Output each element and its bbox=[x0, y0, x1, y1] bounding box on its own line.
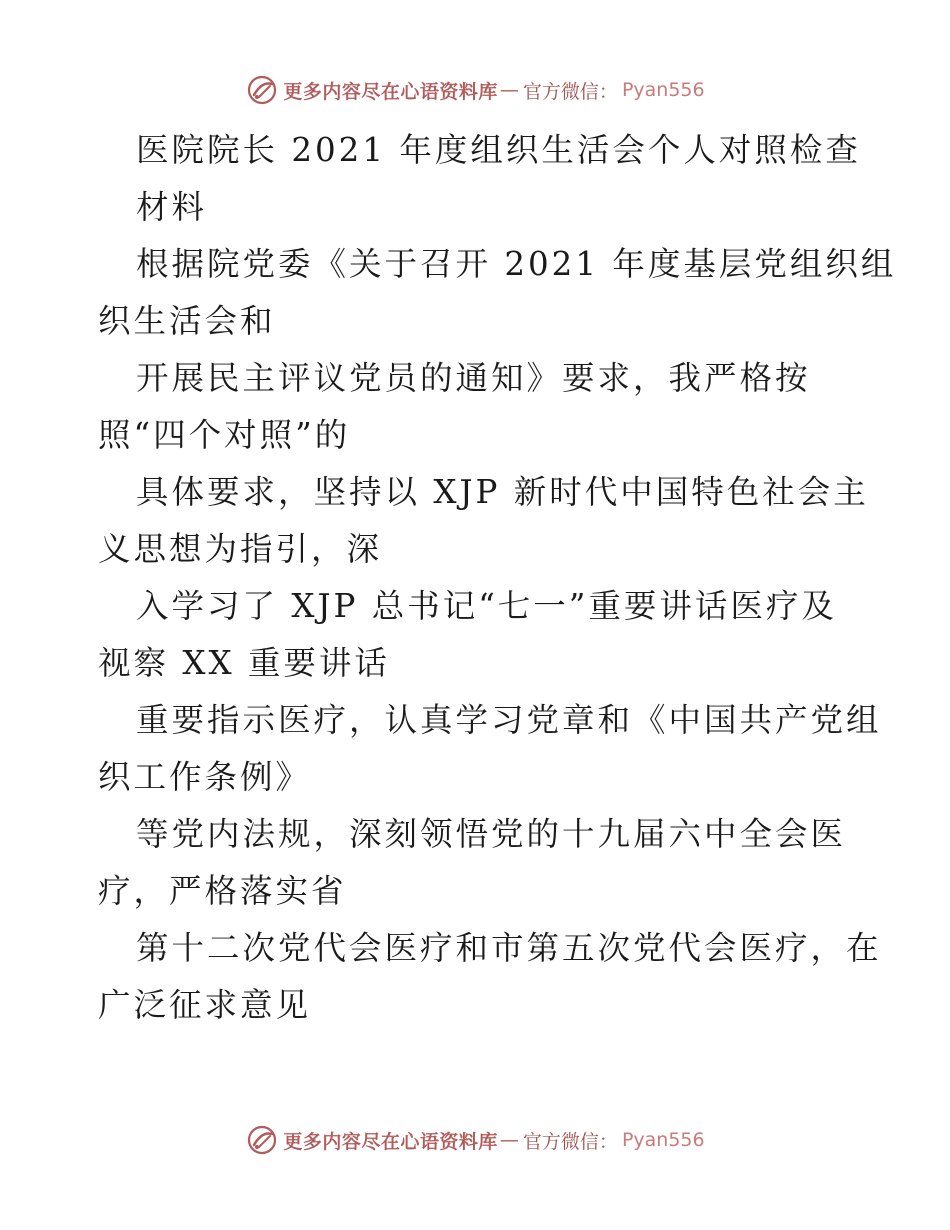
doc-line: 照“四个对照”的 bbox=[98, 416, 351, 454]
banner-wechat-label: 官方微信： bbox=[522, 1130, 618, 1153]
banner-wechat-id: Pyan556 bbox=[621, 79, 705, 101]
doc-line: 重要指示医疗，认真学习党章和《中国共产党组 bbox=[136, 701, 882, 739]
doc-title-line-1: 医院院长 2021 年度组织生活会个人对照检查 bbox=[136, 131, 861, 169]
doc-title-line-2: 材料 bbox=[136, 188, 208, 226]
doc-line: 疗，严格落实省 bbox=[98, 872, 347, 910]
doc-line: 根据院党委《关于召开 2021 年度基层党组织组 bbox=[136, 245, 897, 283]
doc-line: 开展民主评议党员的通知》要求，我严格按 bbox=[136, 359, 811, 397]
doc-line: 第十二次党代会医疗和市第五次党代会医疗，在 bbox=[136, 929, 882, 967]
doc-line: 入学习了 XJP 总书记“七一”重要讲话医疗及 bbox=[136, 587, 837, 625]
doc-line: 织工作条例》 bbox=[98, 758, 312, 796]
banner-wechat-label: 官方微信： bbox=[522, 80, 618, 103]
doc-line: 织生活会和 bbox=[98, 302, 276, 340]
footer-watermark-banner bbox=[0, 1120, 950, 1160]
banner-brand-text: 更多内容尽在心语资料库 bbox=[283, 1130, 498, 1153]
doc-line: 视察 XX 重要讲话 bbox=[98, 644, 390, 682]
doc-line: 义思想为指引，深 bbox=[98, 530, 383, 568]
banner-brand-text: 更多内容尽在心语资料库 bbox=[283, 80, 498, 103]
doc-line: 等党内法规，深刻领悟党的十九届六中全会医 bbox=[136, 815, 847, 853]
doc-line: 广泛征求意见 bbox=[98, 986, 312, 1024]
brand-logo-icon bbox=[245, 1123, 279, 1157]
brand-logo-icon bbox=[245, 73, 279, 107]
doc-line: 具体要求，坚持以 XJP 新时代中国特色社会主 bbox=[136, 473, 869, 511]
banner-dash: — bbox=[499, 79, 519, 101]
banner-wechat-id: Pyan556 bbox=[621, 1129, 705, 1151]
document-body bbox=[98, 122, 897, 1034]
banner-dash: — bbox=[499, 1129, 519, 1151]
header-watermark-banner bbox=[0, 70, 950, 110]
